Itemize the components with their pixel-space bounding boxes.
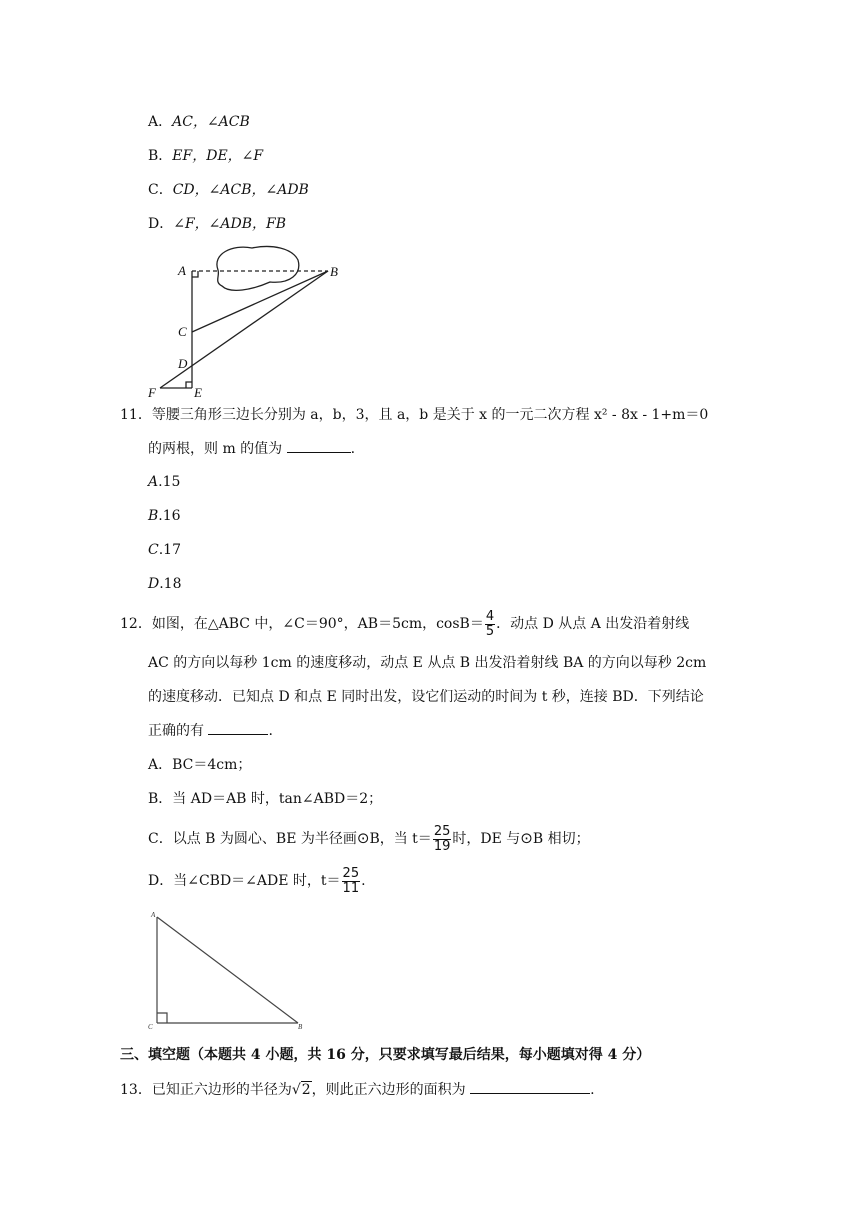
- q11-option-c: C.17: [148, 542, 181, 558]
- q13-answer-blank[interactable]: [470, 1081, 590, 1094]
- q11-stem-line1: 11．等腰三角形三边长分别为 a，b，3，且 a，b 是关于 x 的一元二次方程 x² ‑ 8x ‑ 1+m＝0: [120, 407, 709, 423]
- section-3-heading: 三、填空题（本题共 4 小题，共 16 分，只要求填写最后结果，每小题填对得 4 分）: [120, 1047, 651, 1063]
- label-c: C: [178, 324, 187, 339]
- label-d: D: [178, 356, 188, 371]
- label-a: A: [151, 911, 156, 919]
- q11-stem-line2: 的两根，则 m 的值为 .: [148, 441, 356, 457]
- q12-answer-blank[interactable]: [208, 722, 268, 735]
- q11-option-a: A.15: [148, 474, 181, 490]
- q12-option-c: C．以点 B 为圆心、BE 为半径画⊙B，当 t＝ $\frac{25}{19}$ 时，DE 与⊙B 相切；: [148, 823, 590, 854]
- q10-option-c: C．CD，∠ACB，∠ADB: [148, 182, 309, 198]
- q10-option-d: D．∠F，∠ADB，FB: [148, 216, 287, 232]
- t-fraction-c: $\frac{25}{19}$: [433, 823, 451, 854]
- label-e: E: [194, 385, 202, 400]
- circle-dot-symbol: ⊙: [356, 829, 370, 847]
- circle-dot-symbol: ⊙: [520, 829, 533, 847]
- q10-option-b: B．EF，DE，∠F: [148, 148, 264, 164]
- q12-stem-line2: AC 的方向以每秒 1cm 的速度移动，动点 E 从点 B 出发沿着射线 BA 的方向以每秒 2cm: [148, 655, 707, 671]
- q12-triangle-figure: [140, 905, 320, 1035]
- q10-option-a: A．AC，∠ACB: [148, 114, 250, 130]
- q13-stem: 13．已知正六边形的半径为√2，则此正六边形的面积为 .: [120, 1082, 595, 1098]
- segment-bc: [192, 271, 328, 332]
- cos-fraction: $\frac{4}{5}$: [485, 608, 495, 639]
- q10-figure: [140, 240, 350, 400]
- q12-option-d: D．当∠CBD＝∠ADE 时，t＝ $\frac{25}{11}$ .: [148, 865, 366, 896]
- q11-answer-blank[interactable]: [287, 440, 351, 453]
- segment-ab: [157, 917, 298, 1023]
- t-fraction-d: $\frac{25}{11}$: [342, 865, 360, 896]
- q12-option-a: A．BC＝4cm；: [148, 757, 252, 773]
- label-c: C: [148, 1023, 153, 1031]
- q11-option-b: B.16: [148, 508, 181, 524]
- right-angle-e: [186, 382, 192, 388]
- label-b: B: [330, 264, 338, 279]
- q11-option-d: D.18: [148, 576, 182, 592]
- q12-stem-line4: 正确的有 .: [148, 723, 273, 739]
- q12-stem-line3: 的速度移动．已知点 D 和点 E 同时出发，设它们运动的时间为 t 秒，连接 BD．下列结论: [148, 689, 704, 705]
- sqrt-symbol: √2: [291, 1082, 311, 1098]
- pond-outline: [217, 247, 299, 291]
- label-b: B: [298, 1023, 303, 1031]
- right-angle-a: [192, 271, 198, 277]
- q12-stem-line1: 12．如图，在△ABC 中，∠C＝90°，AB＝5cm，cosB＝ $\frac{4}{5}$ ．动点 D 从点 A 出发沿着射线: [120, 608, 690, 639]
- label-a: A: [178, 263, 186, 278]
- right-angle-c: [157, 1013, 167, 1023]
- q12-option-b: B．当 AD＝AB 时，tan∠ABD＝2；: [148, 791, 383, 807]
- label-f: F: [148, 385, 156, 400]
